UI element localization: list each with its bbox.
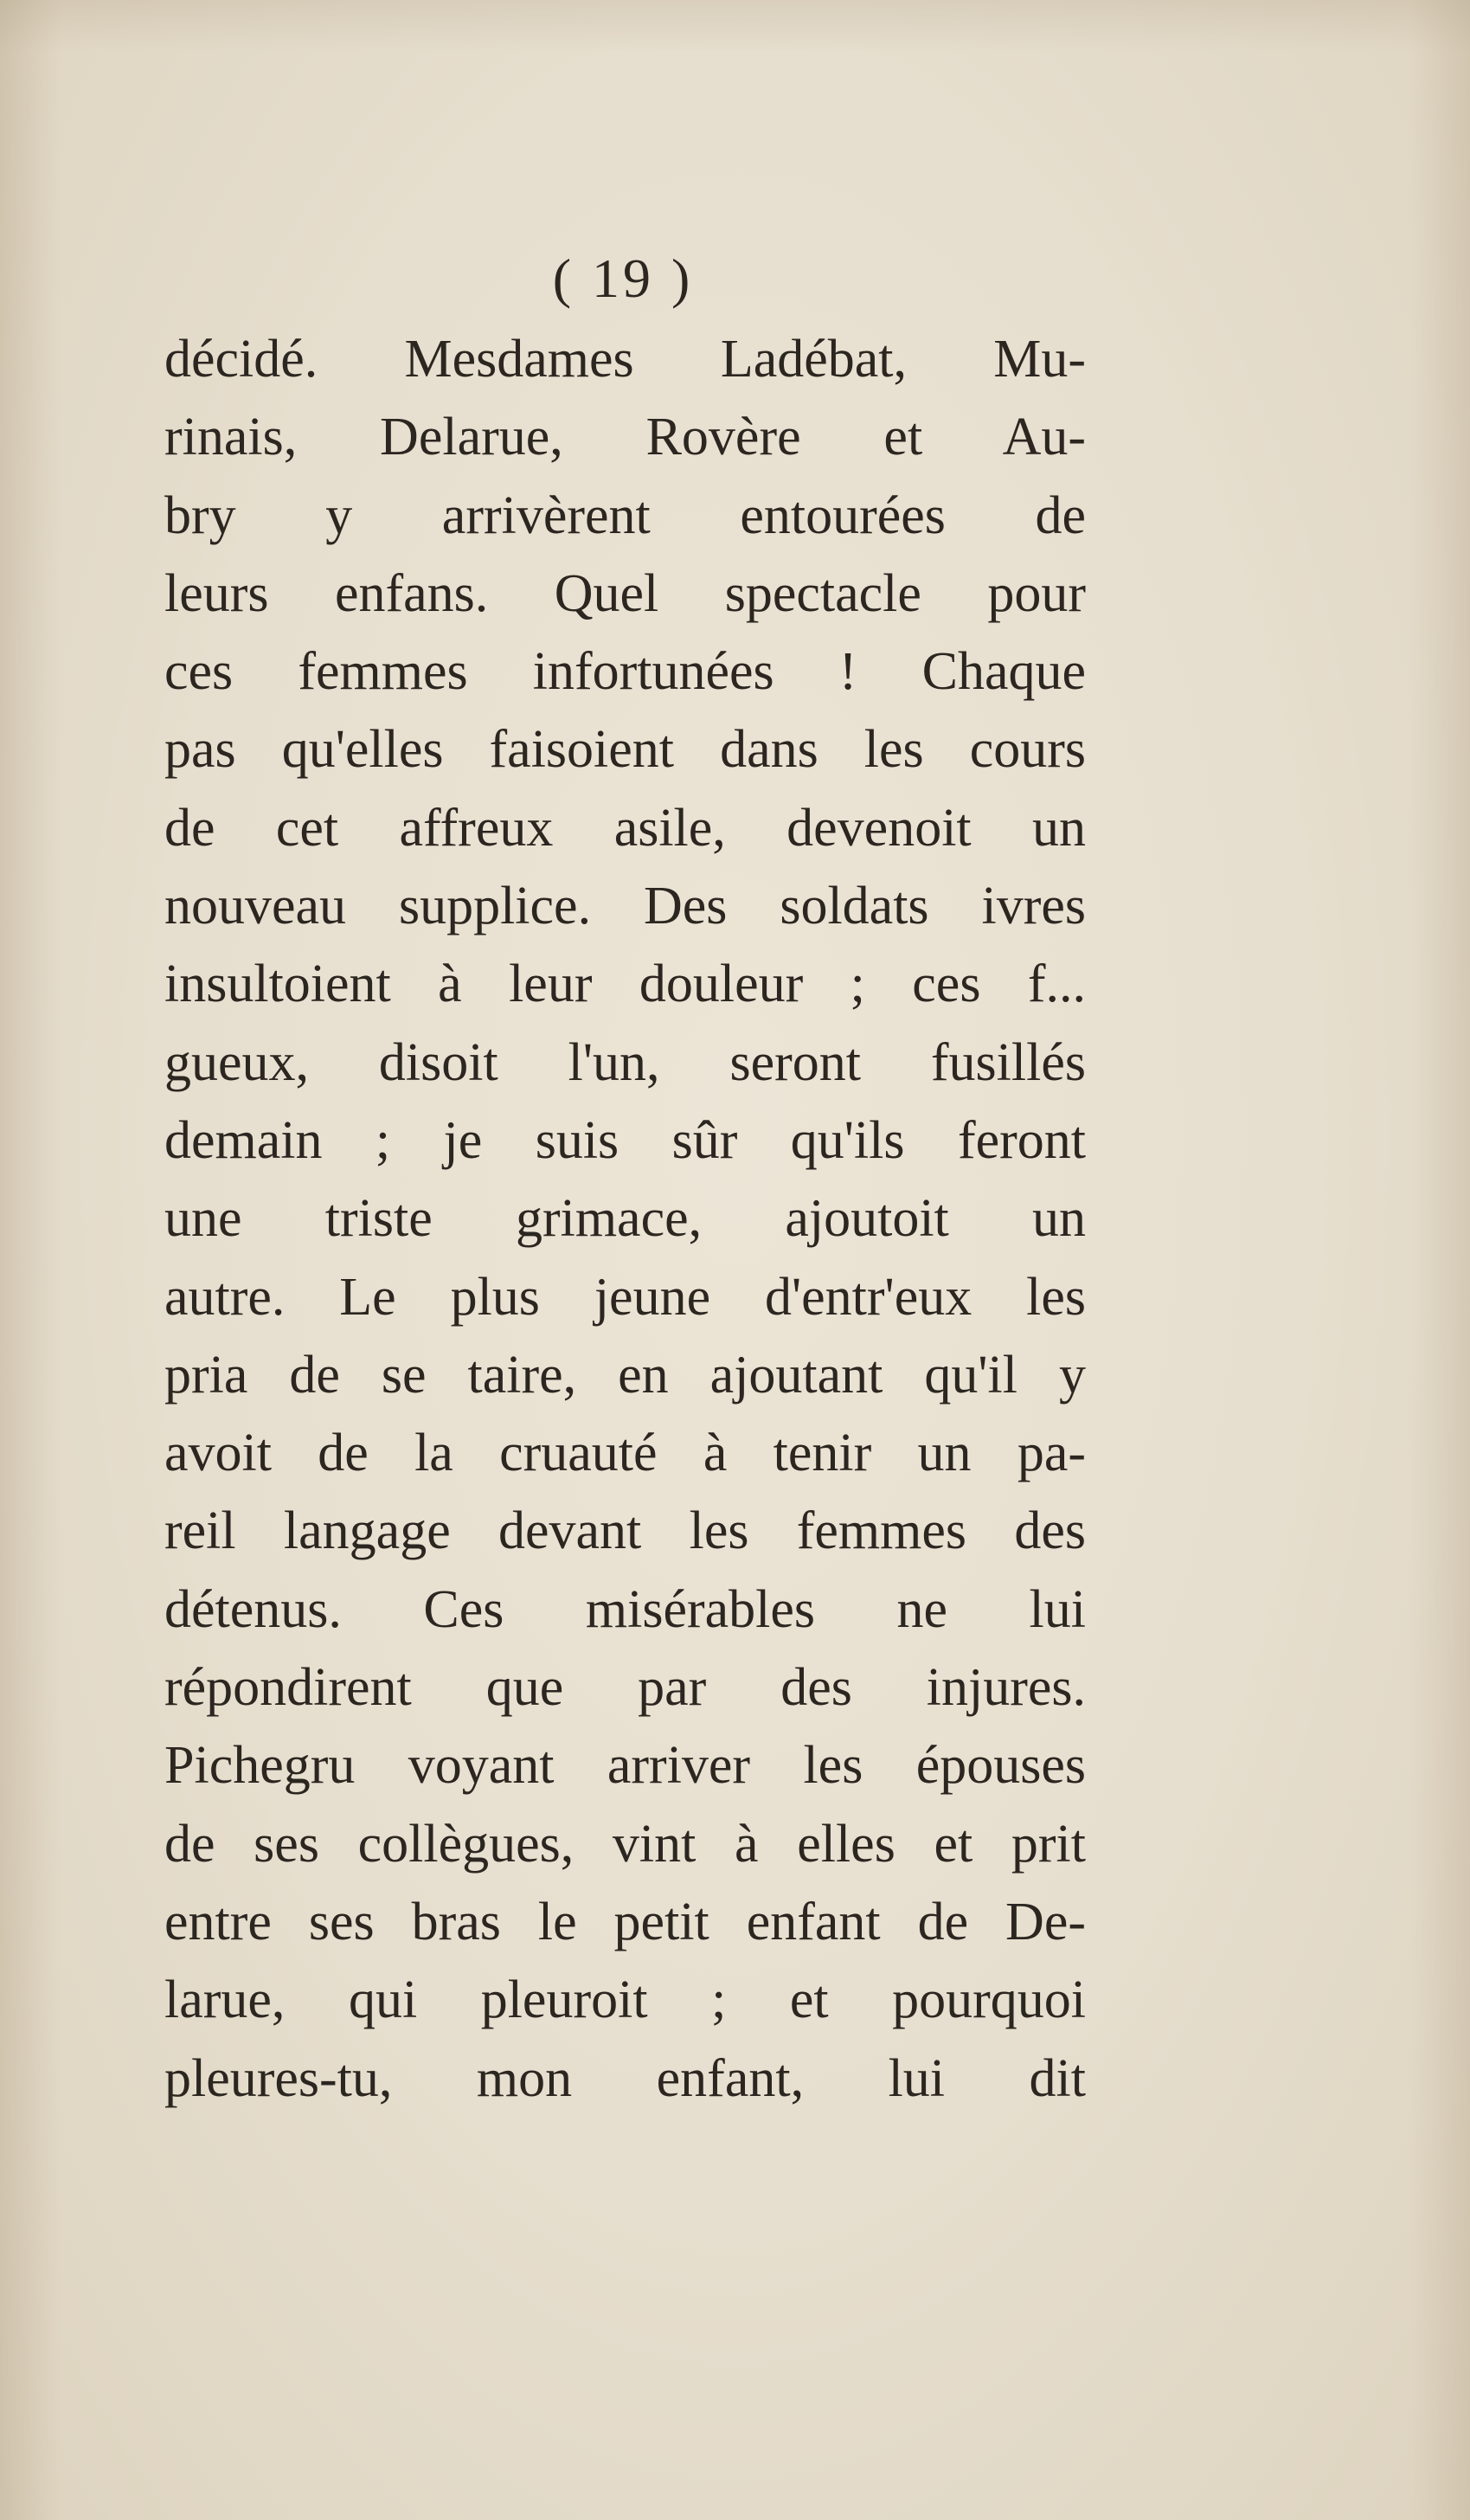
text-line: rinais, Delarue, Rovère et Au- [164, 408, 1086, 467]
page-top-shadow [0, 0, 1470, 52]
page-number: ( 19 ) [552, 248, 694, 309]
text-line: insultoient à leur douleur ; ces f... [164, 955, 1086, 1014]
text-line: de cet affreux asile, devenoit un [164, 798, 1086, 858]
text-line: bry y arrivèrent entourées de [164, 485, 1086, 545]
text-line: reil langage devant les femmes des [164, 1501, 1086, 1561]
body-text [164, 320, 1086, 2118]
text-line: larue, qui pleuroit ; et pourquoi [164, 1970, 1086, 2030]
ink-bleed-through [1174, 1687, 1455, 1784]
text-line: autre. Le plus jeune d'entr'eux les [164, 1267, 1086, 1327]
text-line: décidé. Mesdames Ladébat, Mu- [164, 330, 1086, 389]
text-line: leurs enfans. Quel spectacle pour [164, 563, 1086, 623]
text-line: demain ; je suis sûr qu'ils feront [164, 1110, 1086, 1170]
page-left-shadow [0, 0, 61, 2520]
text-line: pria de se taire, en ajoutant qu'il y [164, 1345, 1086, 1405]
text-line: répondirent que par des injures. [164, 1658, 1086, 1718]
text-line: ces femmes infortunées ! Chaque [164, 642, 1086, 702]
text-line: pas qu'elles faisoient dans les cours [164, 720, 1086, 780]
text-line: avoit de la cruauté à tenir un pa- [164, 1424, 1086, 1483]
text-line: Pichegru voyant arriver les épouses [164, 1736, 1086, 1796]
text-line: nouveau supplice. Des soldats ivres [164, 877, 1086, 936]
text-line: de ses collègues, vint à elles et prit [164, 1814, 1086, 1874]
text-line: une triste grimace, ajoutoit un [164, 1189, 1086, 1249]
text-line: entre ses bras le petit enfant de De- [164, 1892, 1086, 1951]
text-line: gueux, disoit l'un, seront fusillés [164, 1032, 1086, 1092]
page-right-shadow [1409, 0, 1470, 2520]
text-line: détenus. Ces misérables ne lui [164, 1579, 1086, 1639]
text-line: pleures-tu, mon enfant, lui dit [164, 2048, 1086, 2108]
